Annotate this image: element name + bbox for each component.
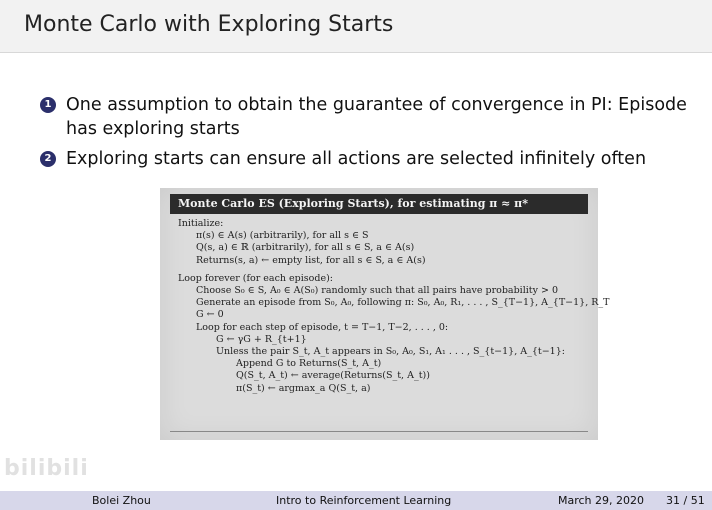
algorithm-line: π(S_t) ← argmax_a Q(S_t, a) bbox=[236, 382, 371, 394]
bullet-list bbox=[40, 93, 700, 177]
slide-title-bar bbox=[0, 0, 712, 53]
footer-course-title: Intro to Reinforcement Learning bbox=[276, 494, 452, 507]
bullet-number-icon: 1 bbox=[40, 97, 56, 113]
bilibili-watermark-logo: bilibili bbox=[4, 456, 89, 481]
bullet-text: One assumption to obtain the guarantee of convergence in PI: Episode has exploring starts bbox=[66, 95, 687, 139]
bullet-item bbox=[40, 147, 700, 171]
algorithm-line: Q(s, a) ∈ ℝ (arbitrarily), for all s ∈ S, a ∈ A(s) bbox=[196, 242, 415, 254]
algorithm-line: Q(S_t, A_t) ← average(Returns(S_t, A_t)) bbox=[236, 370, 430, 382]
footer-page-number: 31 / 51 bbox=[666, 494, 705, 507]
bullet-number-icon: 2 bbox=[40, 151, 56, 167]
slide-title: Monte Carlo with Exploring Starts bbox=[24, 12, 394, 37]
bullet-item bbox=[40, 93, 700, 141]
algorithm-line: Initialize: bbox=[178, 218, 224, 229]
algorithm-body bbox=[178, 218, 610, 395]
algorithm-header: Monte Carlo ES (Exploring Starts), for estimating π ≈ π* bbox=[170, 194, 588, 214]
algorithm-line: Returns(s, a) ← empty list, for all s ∈ S, a ∈ A(s) bbox=[196, 254, 426, 266]
footer-date: March 29, 2020 bbox=[558, 494, 645, 507]
algorithm-line: Choose S₀ ∈ S, A₀ ∈ A(S₀) randomly such that all pairs have probability > 0 bbox=[196, 285, 559, 297]
algorithm-line: Loop forever (for each episode): bbox=[178, 272, 333, 284]
slide-footer bbox=[0, 491, 712, 510]
algorithm-line: G ← 0 bbox=[196, 309, 224, 321]
algorithm-line: Loop for each step of episode, t = T−1, T−2, . . . , 0: bbox=[196, 321, 449, 333]
algorithm-bottom-rule bbox=[170, 431, 588, 432]
algorithm-line: Append G to Returns(S_t, A_t) bbox=[236, 358, 382, 370]
algorithm-line: Generate an episode from S₀, A₀, following π: S₀, A₀, R₁, . . . , S_{T−1}, A_{T−1}, R_T bbox=[196, 297, 610, 309]
algorithm-image bbox=[160, 188, 610, 440]
algorithm-line: π(s) ∈ A(s) (arbitrarily), for all s ∈ S bbox=[196, 230, 369, 242]
algorithm-line: Unless the pair S_t, A_t appears in S₀, A₀, S₁, A₁ . . . , S_{t−1}, A_{t−1}: bbox=[216, 346, 565, 358]
algorithm-line: G ← γG + R_{t+1} bbox=[216, 333, 307, 345]
footer-author: Bolei Zhou bbox=[92, 494, 151, 507]
bullet-text: Exploring starts can ensure all actions are selected infinitely often bbox=[66, 149, 647, 169]
